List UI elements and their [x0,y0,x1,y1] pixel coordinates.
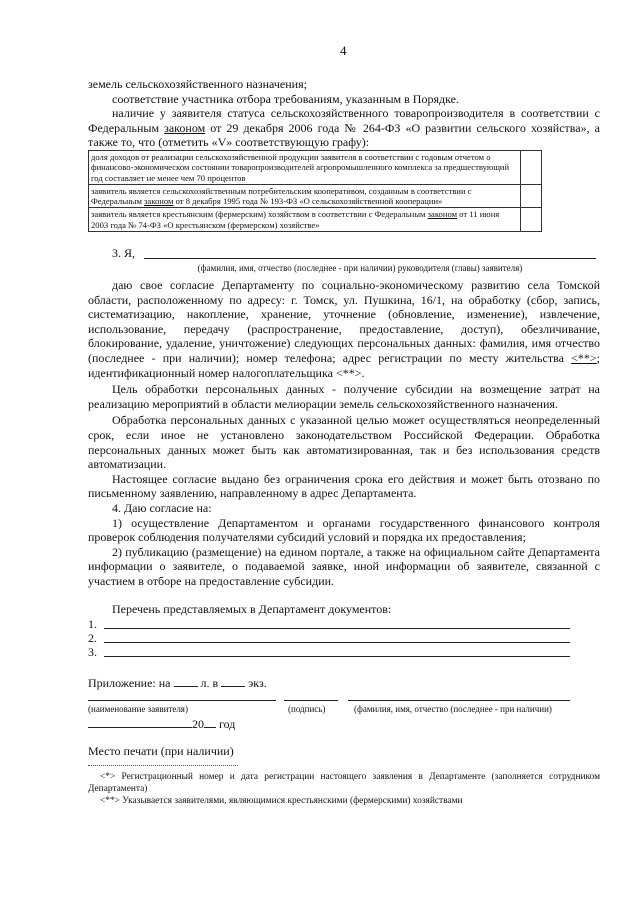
option-text-pre: заявитель является крестьянским (фермерским) хозяйством в соответствии с Федеральным [91,209,428,220]
date-day-month-field[interactable] [88,727,192,728]
documents-item-3: 3. [88,645,97,659]
documents-item-1: 1. [88,617,97,631]
appendix-pages-field[interactable] [174,686,198,687]
documents-item-2: 2. [88,631,97,645]
intro-block [88,77,600,150]
table-row [89,184,542,208]
footnote-1: <*> Регистрационный номер и дата регистрации настоящего заявления в Департаменте (заполняется сотрудником Департамента) [88,772,600,794]
consent-end: . [361,365,365,380]
applicant-caption: (наименование заявителя) [88,704,188,714]
option-checkbox-1[interactable] [521,151,542,185]
director-name-caption: (фамилия, имя, отчество (последнее - при наличии) руководителя (главы) заявителя) [197,263,523,273]
year-prefix: 20 [192,717,204,731]
year-suffix: год [219,717,236,731]
option-text [89,184,521,208]
document-field-3[interactable] [104,656,570,657]
document-field-1[interactable] [104,628,570,629]
option-text-post: от 11 июня 2003 года № 74-ФЗ «О крестьянском (фермерском) хозяйстве» [91,209,500,230]
option-text-pre: заявитель является сельскохозяйственным потребительским кооперативом, созданным в соответствии с Федеральным [91,185,472,207]
option-text-post: от 8 декабря 1995 года № 193-ФЗ «О сельскохозяйственной кооперации» [173,196,443,207]
law-link-264[interactable]: законом [164,120,206,135]
item3-label: 3. Я, [112,246,136,260]
applicant-name-field[interactable] [88,700,276,701]
intro-line-3 [88,106,600,150]
item4-point-2: 2) публикацию (размещение) на едином портале, а также на официальном сайте Департамента информации о заявителе, о подаваемой заявке, иной информации об заявителе, связанной с участием в отборе на предоставление субсидии. [88,544,600,588]
table-row [89,208,542,232]
table-row [89,151,542,185]
date-line [88,717,235,732]
validity-text: Настоящее согласие выдано без ограничения срока его действия и может быть отозвано по письменному заявлению, направленному в адрес Департамента. [88,471,600,501]
documents-title: Перечень представляемых в Департамент документов: [112,602,392,616]
option-text [89,208,521,232]
consent-main: даю свое согласие Департаменту по социально-экономическому развитию села Томской области, расположенному по адресу: г. Томск, ул. Пушкина, 16/1, на обработку (сбор, запись, систематизацию, накопление, хранение, уточнение (обновление, изменение), извлечение, использование, передачу (распространение, предоставление, доступ), обезличивание, блокирование, удаление, уничтожение) следующих персональных данных: фамилия, имя отчество (последнее - при наличии); номер телефона; адрес регистрации по месту жительства [88,278,600,365]
intro-line-3-text: наличие у заявителя статуса сельскохозяйственного товаропроизводителя в соответствии с Федеральным [88,106,600,135]
footnote-2: <**> Указывается заявителями, являющимися крестьянскими (фермерскими) хозяйствами [100,796,463,806]
footnote-link[interactable]: <**> [571,350,597,365]
intro-line-3-tail: от 29 декабря 2006 года № 264-ФЗ «О развитии сельского хозяйства», а также то, что (отметить «V» соответствующую графу): [88,120,600,150]
signer-caption: (фамилия, имя, отчество (последнее - при наличии) [354,704,552,714]
appendix-copies-field[interactable] [221,686,245,687]
appendix-mid: л. в [200,676,219,690]
footnote-separator [88,765,238,766]
appendix-line [88,676,267,691]
consent-inn: ; идентификационный номер налогоплательщика [88,350,600,380]
appendix-post: экз. [248,676,267,690]
document-field-2[interactable] [104,642,570,643]
footnote-mark: <**> [335,365,362,380]
processing-text: Обработка персональных данных с указанной целью может осуществляться неопределенный срок, если иное не установлено законодательством Российской Федерации. Обработка персональных данных может быть как автоматизированная, так и без использования средств автоматизации. [88,413,600,472]
signature-caption: (подпись) [288,704,326,714]
law-link-74[interactable]: законом [427,209,458,220]
option-text: доля доходов от реализации сельскохозяйственной продукции заявителя в соответствии с годовым отчетом о финансово-экономическом состоянии товаропроизводителей агропромышленного комплекса за предшествующий год составляет не менее чем 70 процентов [89,151,521,185]
intro-line-1: земель сельскохозяйственного назначения; [88,77,307,91]
director-name-field[interactable] [144,258,596,259]
option-checkbox-3[interactable] [521,208,542,232]
signer-name-field[interactable] [348,700,570,701]
signature-field[interactable] [284,700,338,701]
law-link-193[interactable]: законом [144,196,174,207]
seal-label: Место печати (при наличии) [88,744,234,758]
intro-line-2: соответствие участника отбора требованиям, указанным в Порядке. [112,91,459,106]
year-field[interactable] [204,727,216,728]
purpose-text: Цель обработки персональных данных - получение субсидии на возмещение затрат на реализацию мероприятий в области мелиорации земель сельскохозяйственного назначения. [88,382,600,411]
status-options-table [88,150,542,232]
option-checkbox-2[interactable] [521,184,542,208]
appendix-pre: Приложение: на [88,676,171,690]
page-number: 4 [340,43,347,58]
item4-label: 4. Даю согласие на: [112,500,212,515]
consent-block [88,278,600,588]
item4-point-1: 1) осуществление Департаментом и органами государственного финансового контроля проверок соблюдения получателями субсидий условий и порядка их предоставления; [88,515,600,545]
consent-text [88,278,600,380]
